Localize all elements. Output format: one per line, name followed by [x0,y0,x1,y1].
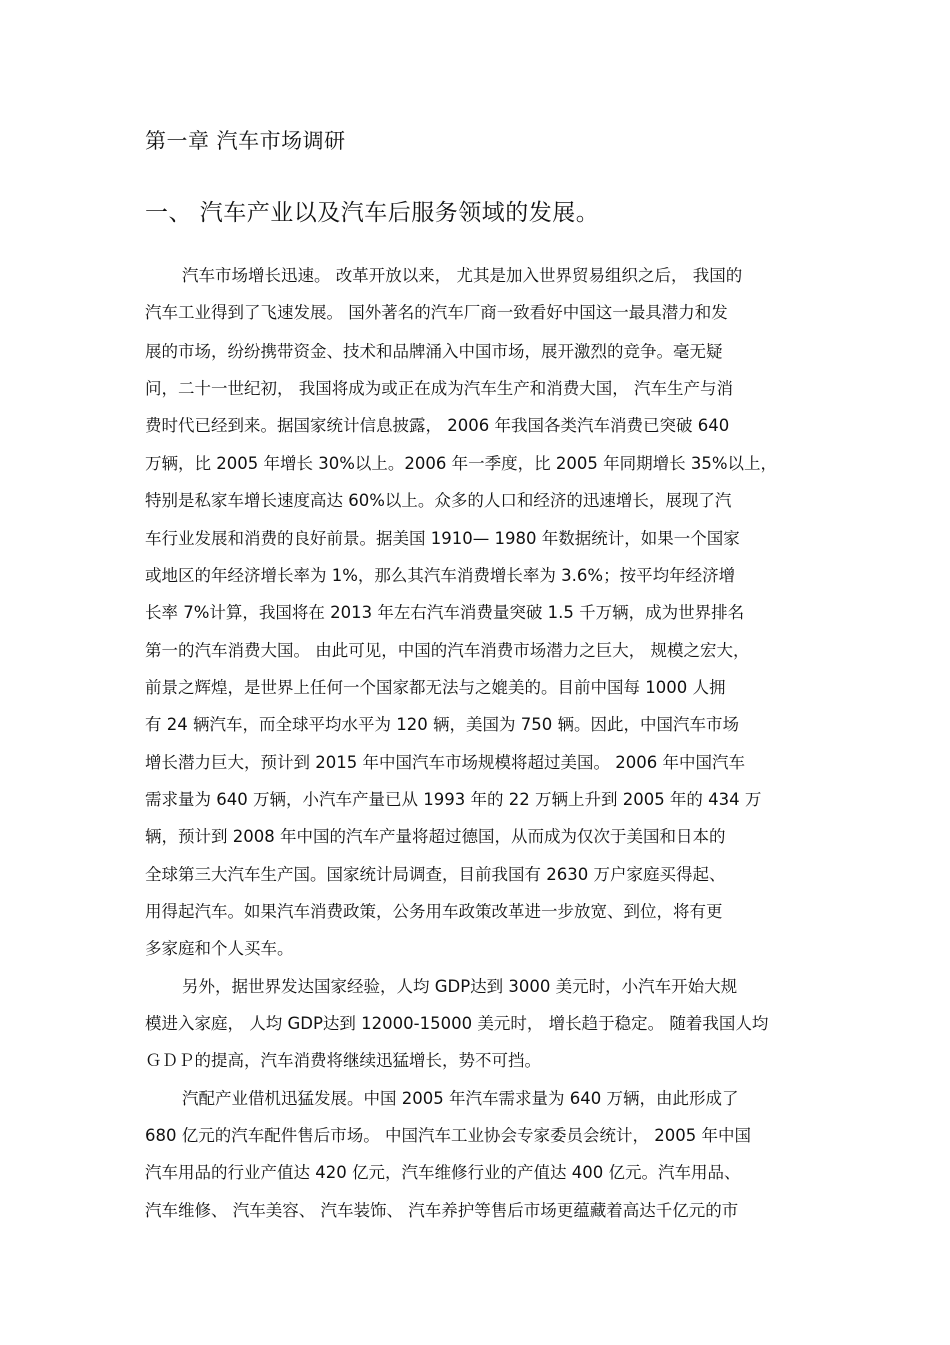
text-line: 模进入家庭， 人均 GDP达到 12000-15000 美元时， 增长趋于稳定。 随着我国人均 [145,1014,769,1033]
text-line: 有 24 辆汽车，而全球平均水平为 120 辆，美国为 750 辆。因此，中国汽车市场 [145,715,739,734]
text-line: 长率 7%计算，我国将在 2013 年左右汽车消费量突破 1.5 千万辆，成为世界排名 [145,603,745,622]
text-line: 汽车维修、 汽车美容、 汽车装饰、 汽车养护等售后市场更蕴藏着高达千亿元的市 [145,1201,739,1220]
text-line: 第一的汽车消费大国。 由此可见，中国的汽车消费市场潜力之巨大， 规模之宏大， [145,641,750,660]
text-line: 全球第三大汽车生产国。国家统计局调查，目前我国有 2630 万户家庭买得起、 [145,865,726,884]
text-line: 汽配产业借机迅猛发展。中国 2005 年汽车需求量为 640 万辆，由此形成了 [182,1089,739,1108]
text-line: 车行业发展和消费的良好前景。据美国 1910— 1980 年数据统计，如果一个国家 [145,529,740,548]
text-line: 增长潜力巨大，预计到 2015 年中国汽车市场规模将超过美国。 2006 年中国汽车 [145,753,745,772]
text-line: 680 亿元的汽车配件售后市场。 中国汽车工业协会专家委员会统计， 2005 年中国 [145,1126,751,1145]
text-line: 前景之辉煌，是世界上任何一个国家都无法与之媲美的。目前中国每 1000 人拥 [145,678,726,697]
text-line: 万辆，比 2005 年增长 30%以上。2006 年一季度，比 2005 年同期增长 35%以上， [145,454,778,473]
text-line: 需求量为 640 万辆，小汽车产量已从 1993 年的 22 万辆上升到 2005 年的 434 万 [145,790,762,809]
text-line: 用得起汽车。如果汽车消费政策，公务用车政策改革进一步放宽、到位，将有更 [145,902,723,921]
text-line: 另外，据世界发达国家经验，人均 GDP达到 3000 美元时，小汽车开始大规 [182,977,738,996]
text-line: 汽车市场增长迅速。 改革开放以来， 尤其是加入世界贸易组织之后， 我国的 [182,266,743,285]
chapter-title: 第一章 汽车市场调研 [145,129,346,153]
text-line: 展的市场，纷纷携带资金、技术和品牌涌入中国市场，展开激烈的竞争。毫无疑 [145,342,723,361]
text-line: 或地区的年经济增长率为 1%，那么其汽车消费增长率为 3.6%；按平均年经济增 [145,566,736,585]
text-line: 汽车用品的行业产值达 420 亿元，汽车维修行业的产值达 400 亿元。汽车用品、 [145,1163,741,1182]
text-line: 费时代已经到来。据国家统计信息披露， 2006 年我国各类汽车消费已突破 640 [145,416,730,435]
text-line: 特别是私家车增长速度高达 60%以上。众多的人口和经济的迅速增长，展现了汽 [145,491,732,510]
text-line: ＧＤＰ的提高，汽车消费将继续迅猛增长，势不可挡。 [145,1051,541,1070]
text-line: 多家庭和个人买车。 [145,939,294,958]
section-title: 一、 汽车产业以及汽车后服务领域的发展。 [145,200,600,226]
text-line: 汽车工业得到了飞速发展。 国外著名的汽车厂商一致看好中国这一最具潜力和发 [145,303,728,322]
text-line: 辆，预计到 2008 年中国的汽车产量将超过德国，从而成为仅次于美国和日本的 [145,827,726,846]
text-line: 问，二十一世纪初， 我国将成为或正在成为汽车生产和消费大国， 汽车生产与消 [145,379,733,398]
